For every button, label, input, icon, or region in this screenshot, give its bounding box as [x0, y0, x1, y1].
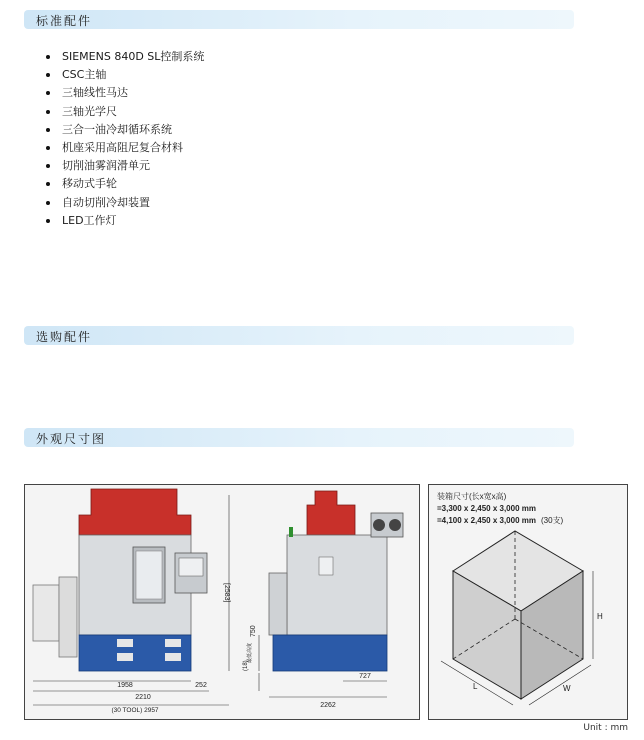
optional-accessories-header: [24, 326, 574, 345]
dim-252: 252: [195, 682, 207, 689]
machine-drawing: [25, 485, 419, 719]
dim-18: (18): [243, 660, 249, 671]
list-item: 机座采用高阻尼复合材料: [46, 139, 204, 157]
list-item: 三轴线性马达: [46, 84, 204, 102]
dim-2210: 2210: [135, 694, 151, 701]
list-item: 三合一油冷却循环系统: [46, 121, 204, 139]
dimension-drawing: [24, 484, 628, 720]
dim-2957: (30 TOOL) 2957: [111, 707, 159, 714]
unit-note: Unit : mm: [583, 723, 628, 733]
dimensions-header: [24, 428, 574, 447]
machine-views-panel: [24, 484, 420, 720]
section-title: 选购配件: [36, 330, 93, 344]
dim-750: 750: [250, 625, 257, 637]
standard-accessories-header: [24, 10, 574, 29]
list-item: 三轴光学尺: [46, 103, 204, 121]
list-item: SIEMENS 840D SL控制系统: [46, 48, 204, 66]
crate-L-label: L: [473, 682, 478, 691]
crate-drawing: [429, 485, 627, 719]
front-view: [33, 489, 230, 714]
crate-panel: [428, 484, 628, 720]
list-item: 切削油雾润滑单元: [46, 157, 204, 175]
crate-size-2-note: (30支): [541, 516, 564, 525]
side-view: [243, 491, 403, 709]
list-item: CSC主轴: [46, 66, 204, 84]
crate-H-label: H: [597, 612, 603, 621]
list-item: LED工作灯: [46, 212, 204, 230]
crate-title: 装箱尺寸(长x宽x高): [437, 492, 507, 501]
dim-2583: [2583]: [223, 583, 230, 603]
crate-size-1: =3,300 x 2,450 x 3,000 mm: [437, 504, 536, 513]
dim-2262: 2262: [320, 702, 336, 709]
dim-727: 727: [359, 673, 371, 680]
section-title: 标准配件: [36, 14, 93, 28]
min-height-label: 最低高度: [247, 642, 253, 663]
list-item: 自动切削冷却装置: [46, 194, 204, 212]
crate-W-label: W: [563, 684, 571, 693]
section-title: 外观尺寸图: [36, 432, 107, 446]
standard-accessories-list: [46, 48, 204, 230]
dim-1958: 1958: [117, 682, 133, 689]
crate-size-2: =4,100 x 2,450 x 3,000 mm: [437, 516, 536, 525]
list-item: 移动式手轮: [46, 175, 204, 193]
